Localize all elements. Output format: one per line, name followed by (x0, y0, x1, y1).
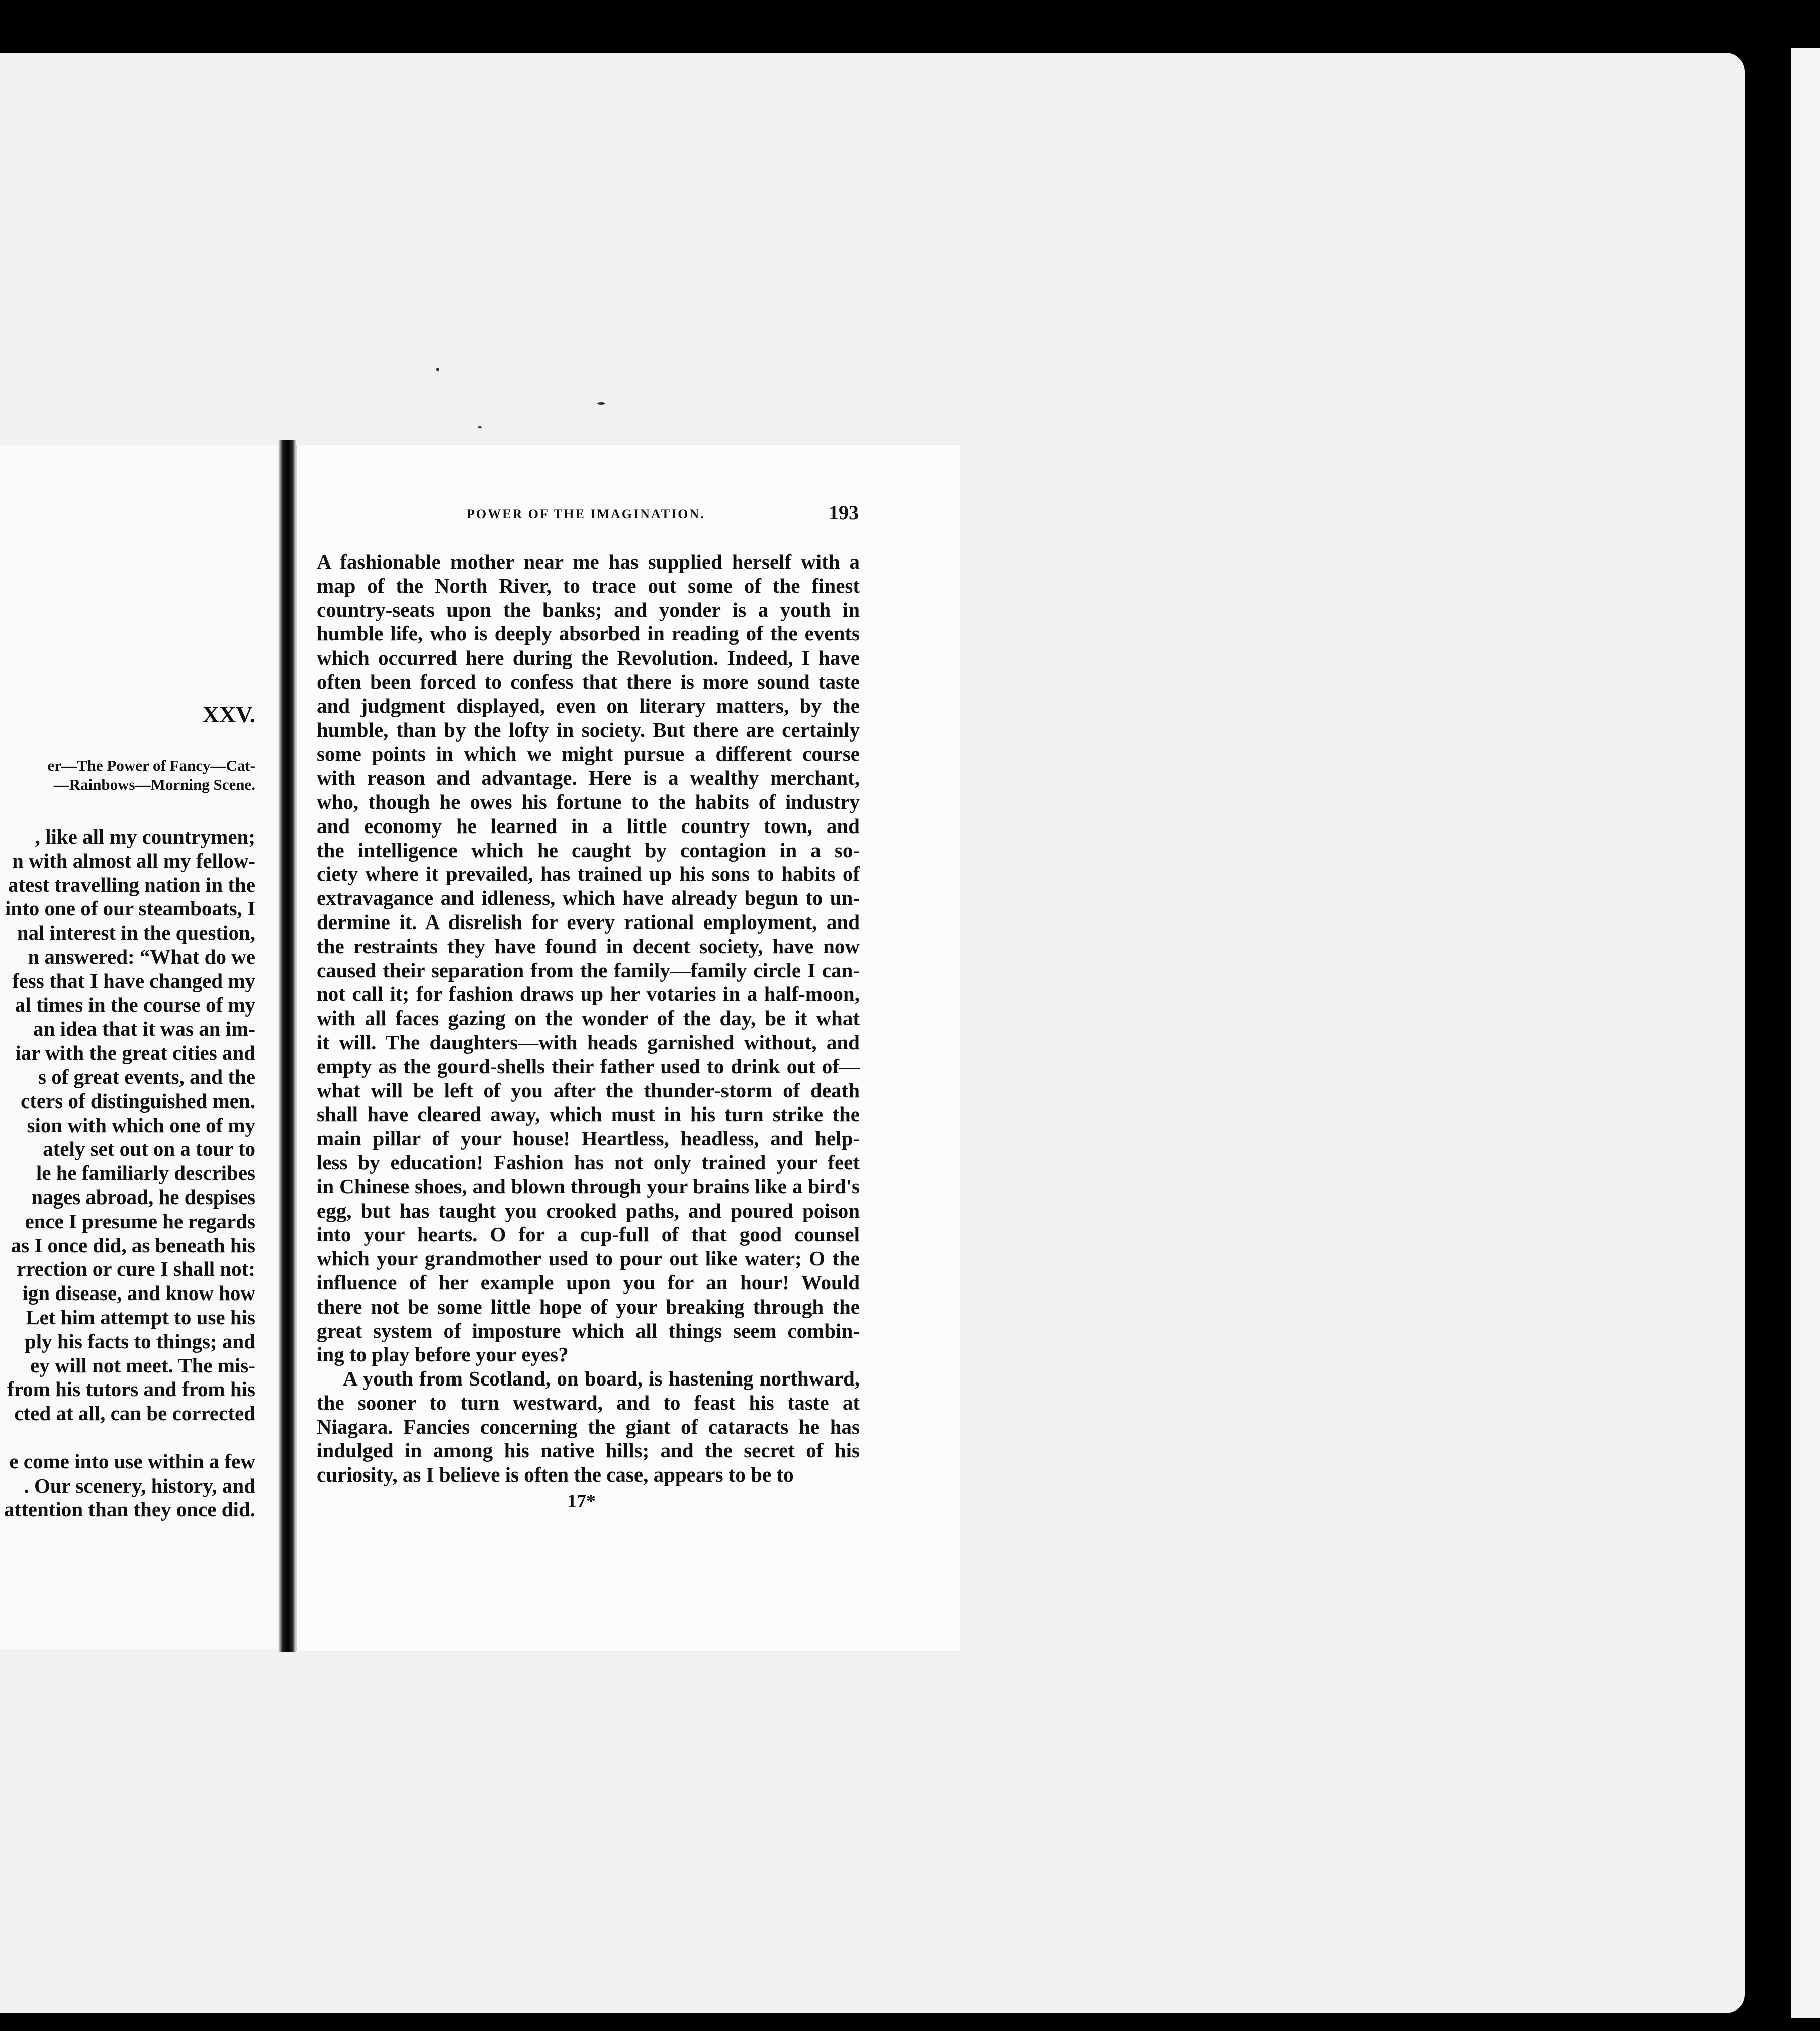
body-line: curiosity, as I believe is often the case, appears to be to (317, 1463, 794, 1487)
left-body-line: into one of our steamboats, I (5, 897, 255, 920)
body-line: egg, but has taught you crooked paths, and poured poison (317, 1198, 860, 1222)
left-body-line: n with almost all my fellow- (12, 849, 255, 872)
body-line: shall have cleared away, which must in his turn strike the (317, 1102, 860, 1126)
body-line: it will. The daughters—with heads garnished without, and (317, 1030, 860, 1054)
left-body-line: , like all my countrymen; (35, 825, 255, 848)
left-body-line: ply his facts to things; and (24, 1329, 255, 1353)
left-body-line: fess that I have changed my (12, 969, 255, 992)
left-body-line: le he familiarly describes (36, 1161, 255, 1185)
body-line: there not be some little hope of your breaking through the (317, 1295, 860, 1318)
body-line: ciety where it prevailed, has trained up his sons to habits of (317, 862, 860, 886)
left-body-line: sion with which one of my (27, 1113, 255, 1137)
body-line: extravagance and idleness, which have already begun to un- (317, 886, 860, 910)
body-line: map of the North River, to trace out some of the finest (317, 574, 860, 597)
left-body-line: from his tutors and from his (7, 1377, 255, 1401)
left-body-line: nal interest in the question, (17, 921, 255, 945)
body-line: some points in which we might pursue a different course (317, 742, 860, 766)
body-line: the restraints they have found in decent society, have now (317, 934, 860, 958)
body-line: what will be left of you after the thunder-storm of death (317, 1078, 860, 1102)
left-body-line: Let him attempt to use his (26, 1306, 255, 1329)
body-line: into your hearts. O for a cup-full of that good counsel (317, 1223, 860, 1246)
left-body-line: cted at all, can be corrected (14, 1402, 255, 1425)
body-line: less by education! Fashion has not only trained your feet (317, 1150, 860, 1174)
body-line: dermine it. A disrelish for every rational employment, and (317, 910, 860, 934)
body-line: not call it; for fashion draws up her votaries in a half-moon, (317, 982, 860, 1006)
body-line: Niagara. Fancies concerning the giant of cataracts he has (317, 1415, 860, 1438)
page-number: 193 (829, 501, 859, 524)
body-line: which occurred here during the Revolution. Indeed, I have (317, 646, 860, 670)
film-speck (436, 368, 439, 371)
left-body-line: ence I presume he regards (25, 1209, 255, 1233)
left-body-line: n answered: “What do we (28, 945, 255, 968)
body-line: A fashionable mother near me has supplied herself with a (317, 550, 860, 573)
left-body-line: an idea that it was an im- (33, 1017, 255, 1041)
film-speck (597, 402, 605, 405)
body-line: empty as the gourd-shells their father used to drink out of— (317, 1054, 860, 1078)
chapter-summary-line: —Rainbows—Morning Scene. (53, 776, 255, 793)
body-line: caused their separation from the family—family circle I can- (317, 958, 860, 982)
right-page (296, 445, 960, 1651)
film-speck (478, 426, 482, 428)
body-line: humble, than by the lofty in society. But there are certainly (317, 718, 860, 742)
body-line: and economy he learned in a little country town, and (317, 814, 860, 838)
left-body-line: attention than they once did. (4, 1498, 255, 1521)
body-line: who, though he owes his fortune to the habits of industry (317, 790, 860, 813)
body-line: A youth from Scotland, on board, is hastening northward, (343, 1367, 860, 1391)
left-body-line: atest travelling nation in the (8, 873, 255, 896)
left-body-line: ately set out on a tour to (43, 1137, 255, 1161)
body-line: with reason and advantage. Here is a wealthy merchant, (317, 766, 860, 790)
book-gutter (278, 440, 296, 1652)
signature-mark: 17* (567, 1491, 596, 1512)
body-line: influence of her example upon you for an hour! Would (317, 1270, 860, 1294)
body-line: country-seats upon the banks; and yonder is a youth in (317, 598, 860, 621)
left-body-line: s of great events, and the (38, 1065, 255, 1088)
page-body (317, 550, 860, 1487)
body-line: often been forced to confess that there is more sound taste (317, 670, 860, 693)
running-head: POWER OF THE IMAGINATION. (467, 507, 705, 521)
body-line: the sooner to turn westward, and to feast his taste at (317, 1391, 860, 1414)
left-body-line: as I once did, as beneath his (11, 1233, 255, 1257)
chapter-heading: XXV. (202, 702, 255, 727)
left-body-line: nages abroad, he despises (31, 1185, 255, 1209)
left-body-line: al times in the course of my (15, 993, 255, 1017)
next-frame-edge (1791, 48, 1820, 2018)
left-body-line: rrection or cure I shall not: (17, 1257, 255, 1281)
body-line: humble life, who is deeply absorbed in reading of the events (317, 622, 860, 645)
left-body-line: iar with the great cities and (15, 1041, 255, 1065)
body-line: ing to play before your eyes? (317, 1343, 569, 1366)
body-line: indulged in among his native hills; and the secret of his (317, 1439, 860, 1462)
body-line: the intelligence which he caught by contagion in a so- (317, 838, 860, 862)
body-line: main pillar of your house! Heartless, headless, and help- (317, 1127, 860, 1150)
chapter-summary-line: er—The Power of Fancy—Cat- (47, 757, 255, 774)
left-body-line: . Our scenery, history, and (24, 1473, 255, 1497)
body-line: and judgment displayed, even on literary matters, by the (317, 694, 860, 717)
left-body-line: ey will not meet. The mis- (30, 1353, 255, 1377)
left-page (0, 445, 286, 1649)
body-line: which your grandmother used to pour out like water; O the (317, 1247, 860, 1270)
body-line: in Chinese shoes, and blown through your brains like a bird's (317, 1174, 860, 1198)
left-body-line: cters of distinguished men. (21, 1089, 255, 1113)
body-line: with all faces gazing on the wonder of the day, be it what (317, 1006, 860, 1030)
left-body-line: ign disease, and know how (22, 1281, 255, 1305)
left-body-line: e come into use within a few (9, 1449, 255, 1473)
body-line: great system of imposture which all things seem combin- (317, 1319, 860, 1342)
